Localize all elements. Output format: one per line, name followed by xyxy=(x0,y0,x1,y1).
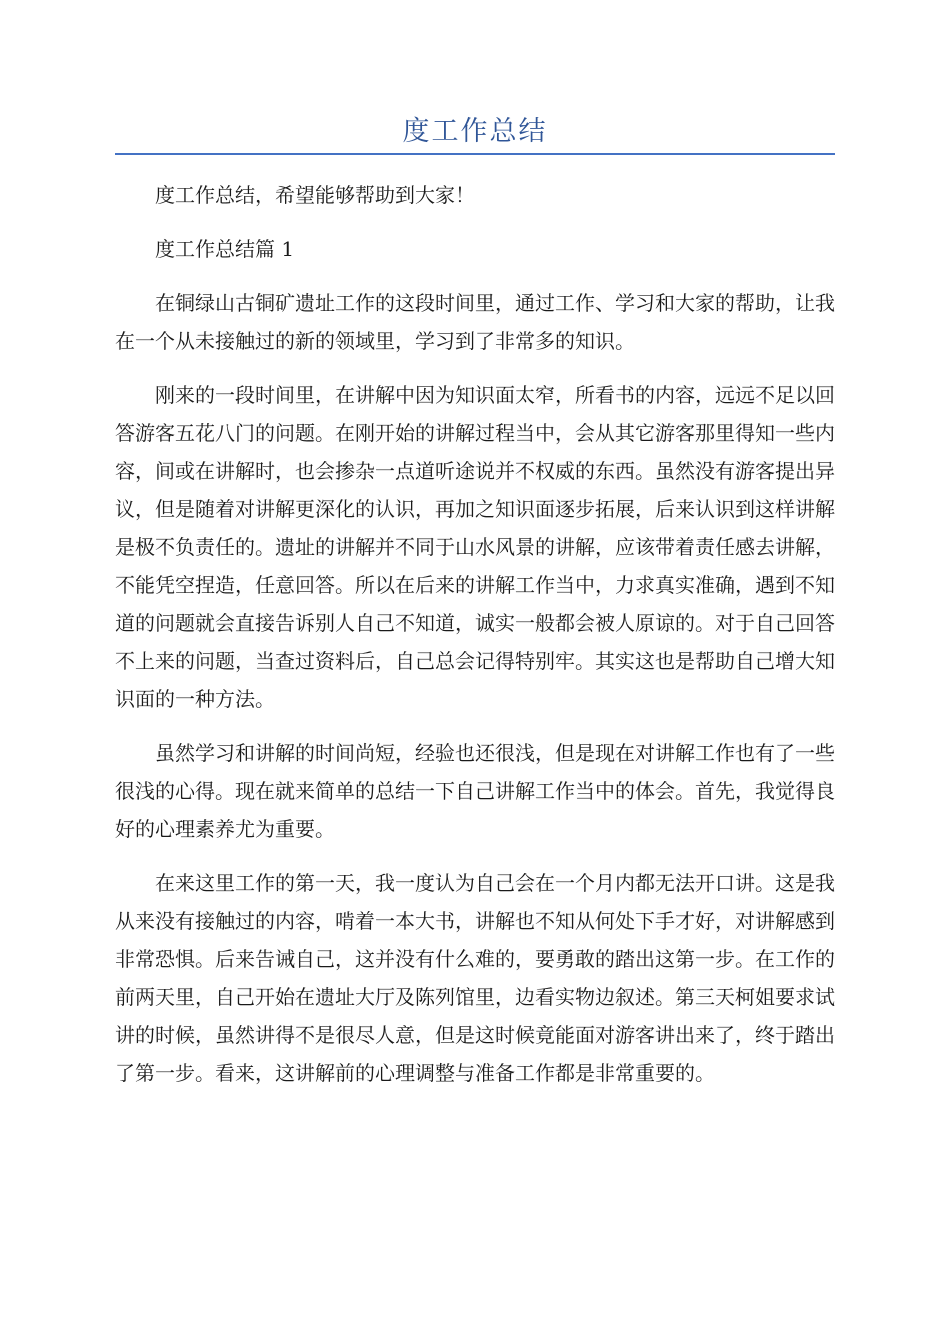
title-underline xyxy=(115,153,835,155)
body-paragraph: 虽然学习和讲解的时间尚短，经验也还很浅，但是现在对讲解工作也有了一些很浅的心得。现在就来简单的总结一下自己讲解工作当中的体会。首先，我觉得良好的心理素养尤为重要。 xyxy=(115,741,835,841)
intro-paragraph: 度工作总结，希望能够帮助到大家！ xyxy=(155,183,475,207)
body-paragraph: 刚来的一段时间里，在讲解中因为知识面太窄，所看书的内容，远远不足以回答游客五花八门的问题。在刚开始的讲解过程当中，会从其它游客那里得知一些内容，间或在讲解时，也会掺杂一点道听途说并不权威的东西。虽然没有游客提出异议，但是随着对讲解更深化的认识，再加之知识面逐步拓展，后来认识到这样讲解是极不负责任的。遗址的讲解并不同于山水风景的讲解，应该带着责任感去讲解，不能凭空捏造，任意回答。所以在后来的讲解工作当中，力求真实准确，遇到不知道的问题就会直接告诉别人自己不知道，诚实一般都会被人原谅的。对于自己回答不上来的问题，当查过资料后，自己总会记得特别牢。其实这也是帮助自己增大知识面的一种方法。 xyxy=(115,383,835,711)
document-body xyxy=(115,176,835,1108)
section-heading: 度工作总结篇 1 xyxy=(155,237,295,261)
document-title: 度工作总结 xyxy=(402,116,548,147)
body-paragraph: 在来这里工作的第一天，我一度认为自己会在一个月内都无法开口讲。这是我从来没有接触过的内容，啃着一本大书，讲解也不知从何处下手才好，对讲解感到非常恐惧。后来告诫自己，这并没有什么难的，要勇敢的踏出这第一步。在工作的前两天里，自己开始在遗址大厅及陈列馆里，边看实物边叙述。第三天柯姐要求试讲的时候，虽然讲得不是很尽人意，但是这时候竟能面对游客讲出来了，终于踏出了第一步。看来，这讲解前的心理调整与准备工作都是非常重要的。 xyxy=(115,871,835,1085)
body-paragraph: 在铜绿山古铜矿遗址工作的这段时间里，通过工作、学习和大家的帮助，让我在一个从未接触过的新的领域里，学习到了非常多的知识。 xyxy=(115,291,835,353)
